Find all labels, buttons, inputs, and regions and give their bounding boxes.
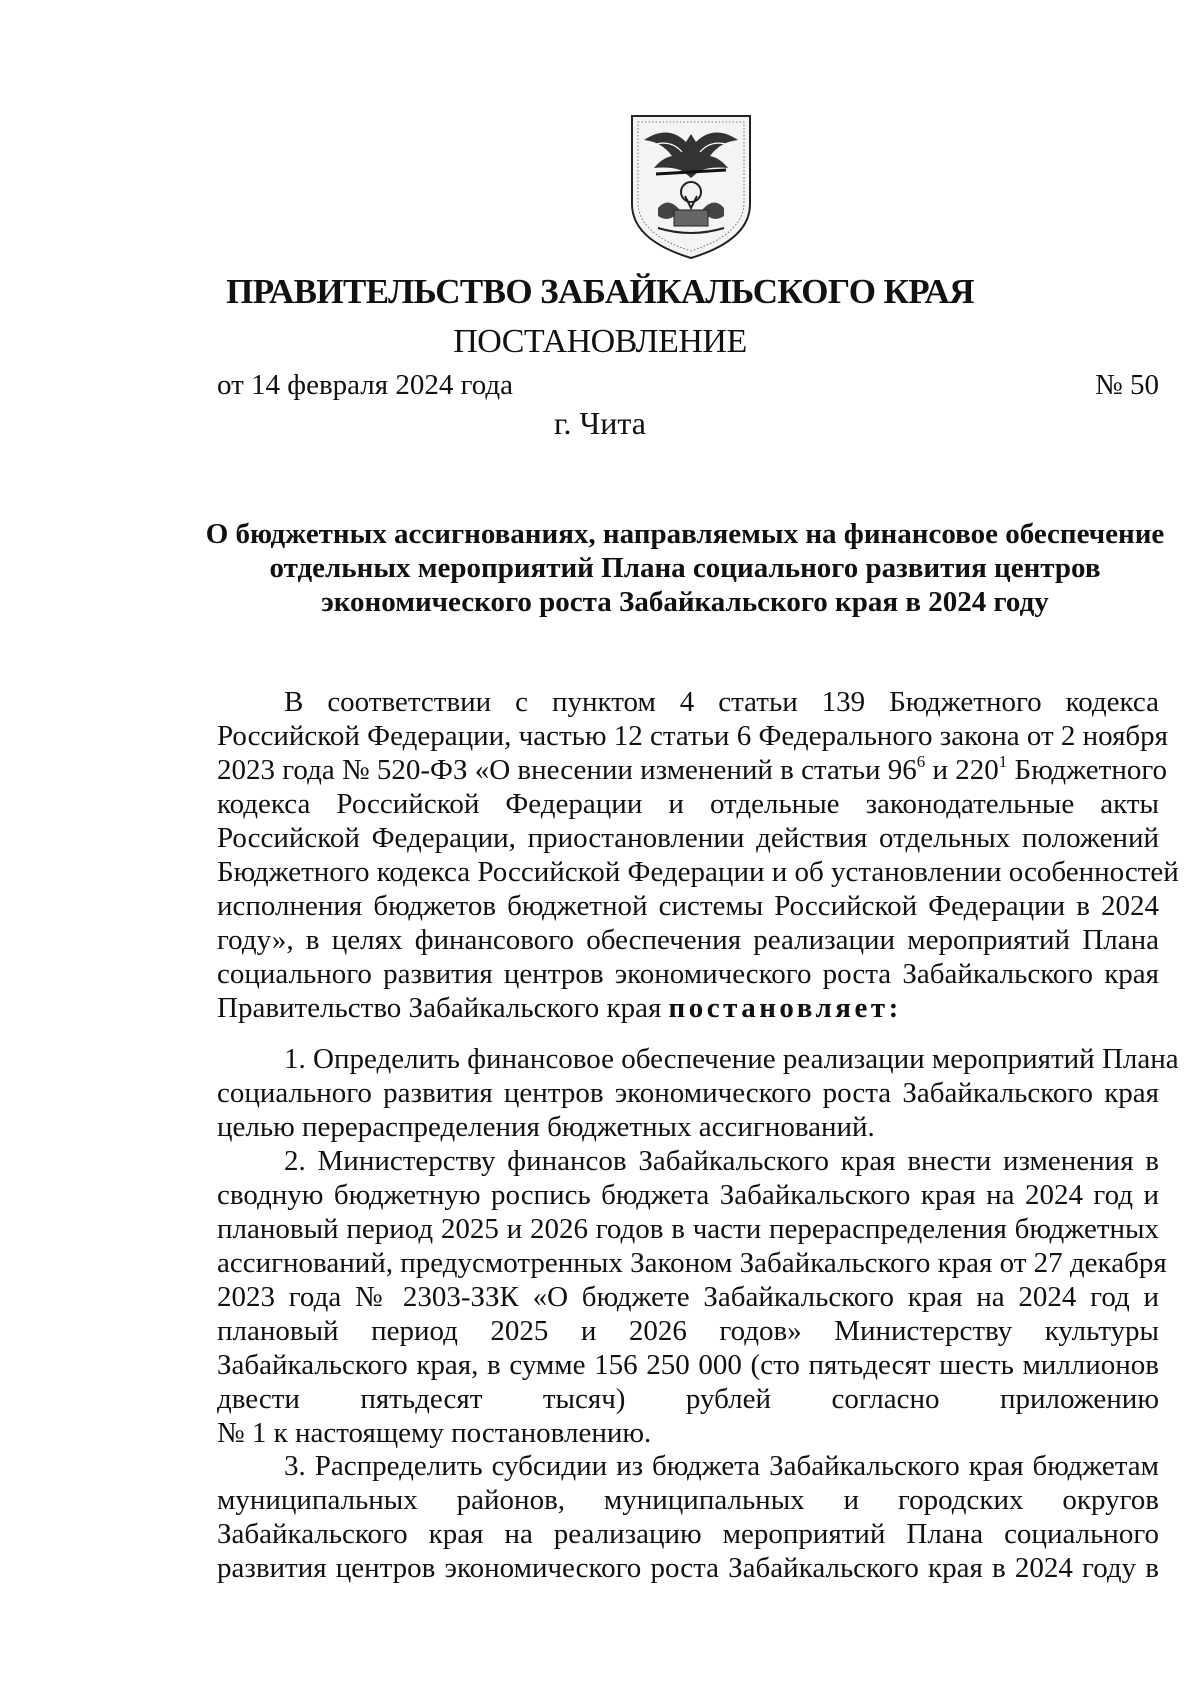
- text-line: № 1 к настоящему постановлению.: [217, 1417, 652, 1449]
- text-line: Забайкальского края, в сумме 156 250 000 (сто пятьдесят шесть миллионов: [217, 1349, 1159, 1381]
- text-line: целью перераспределения бюджетных ассигнований.: [217, 1111, 875, 1143]
- text-line: Забайкальского края на реализацию мероприятий Плана социального: [217, 1518, 1159, 1550]
- text-fragment: Правительство Забайкальского края: [217, 992, 669, 1024]
- document-title: [205, 517, 1165, 619]
- text-line: Российской Федерации, частью 12 статьи 6 Федерального закона от 2 ноября: [217, 720, 1169, 752]
- document-date: от 14 февраля 2024 года: [217, 369, 514, 401]
- text-line: 2. Министерству финансов Забайкальского края внести изменения в: [284, 1145, 1159, 1177]
- decree-colon: :: [888, 992, 902, 1024]
- superscript: 6: [916, 752, 926, 771]
- text-line: двести пятьдесят тысяч) рублей согласно приложению: [217, 1383, 1159, 1415]
- document-number: № 50: [1095, 369, 1159, 401]
- item-3-paragraph: [217, 1449, 1159, 1585]
- title-line: отдельных мероприятий Плана социального развития центров: [269, 552, 1101, 584]
- superscript: 1: [998, 752, 1008, 771]
- text-fragment: и 220: [925, 754, 999, 786]
- item-2-paragraph: [217, 1144, 1167, 1450]
- text-line: исполнения бюджетов бюджетной системы Российской Федерации в 2024: [217, 890, 1159, 922]
- text-line: 1. Определить финансовое обеспечение реализации мероприятий Плана: [284, 1043, 1179, 1075]
- text-line: Российской Федерации, приостановлении действия отдельных положений: [217, 822, 1159, 854]
- preamble-paragraph: [217, 685, 1179, 1025]
- title-line: экономического роста Забайкальского края в 2024 году: [321, 586, 1049, 618]
- text-line: [217, 752, 1168, 787]
- text-line: В соответствии с пунктом 4 статьи 139 Бюджетного кодекса: [284, 686, 1159, 718]
- text-line: развития центров экономического роста Забайкальского края в 2024 году в: [217, 1552, 1159, 1584]
- text-line: плановый период 2025 и 2026 годов» Министерству культуры: [217, 1315, 1159, 1347]
- text-line: Бюджетного кодекса Российской Федерации и об установлении особенностей: [217, 856, 1179, 888]
- text-line: муниципальных районов, муниципальных и городских округов: [217, 1484, 1159, 1516]
- document-city: г. Чита: [553, 405, 646, 441]
- text-line: 3. Распределить субсидии из бюджета Забайкальского края бюджетам: [284, 1450, 1159, 1482]
- text-line: [217, 991, 1159, 1025]
- text-line: году», в целях финансового обеспечения реализации мероприятий Плана: [217, 924, 1159, 956]
- issuing-authority: ПРАВИТЕЛЬСТВО ЗАБАЙКАЛЬСКОГО КРАЯ: [226, 272, 974, 311]
- text-fragment: 2023 года № 520-ФЗ «О внесении изменений в статьи 96: [217, 754, 917, 786]
- decree-word: постановляет: [668, 992, 889, 1024]
- item-1-paragraph: [217, 1042, 1179, 1144]
- text-line: кодекса Российской Федерации и отдельные законодательные акты: [217, 788, 1159, 820]
- text-line: плановый период 2025 и 2026 годов в части перераспределения бюджетных: [217, 1213, 1159, 1245]
- text-line: ассигнований, предусмотренных Законом Забайкальского края от 27 декабря: [217, 1247, 1167, 1279]
- text-line: социального развития центров экономического роста Забайкальского края: [217, 958, 1159, 990]
- text-line: сводную бюджетную роспись бюджета Забайкальского края на 2024 год и: [217, 1179, 1159, 1211]
- text-fragment: Бюджетного: [1007, 754, 1168, 786]
- text-line: социального развития центров экономического роста Забайкальского края: [217, 1077, 1159, 1109]
- title-line: О бюджетных ассигнованиях, направляемых на финансовое обеспечение: [205, 518, 1165, 550]
- coat-of-arms-emblem: [628, 112, 754, 262]
- document-type: ПОСТАНОВЛЕНИЕ: [453, 323, 747, 360]
- text-line: 2023 года № 2303-ЗЗК «О бюджете Забайкальского края на 2024 год и: [217, 1281, 1159, 1313]
